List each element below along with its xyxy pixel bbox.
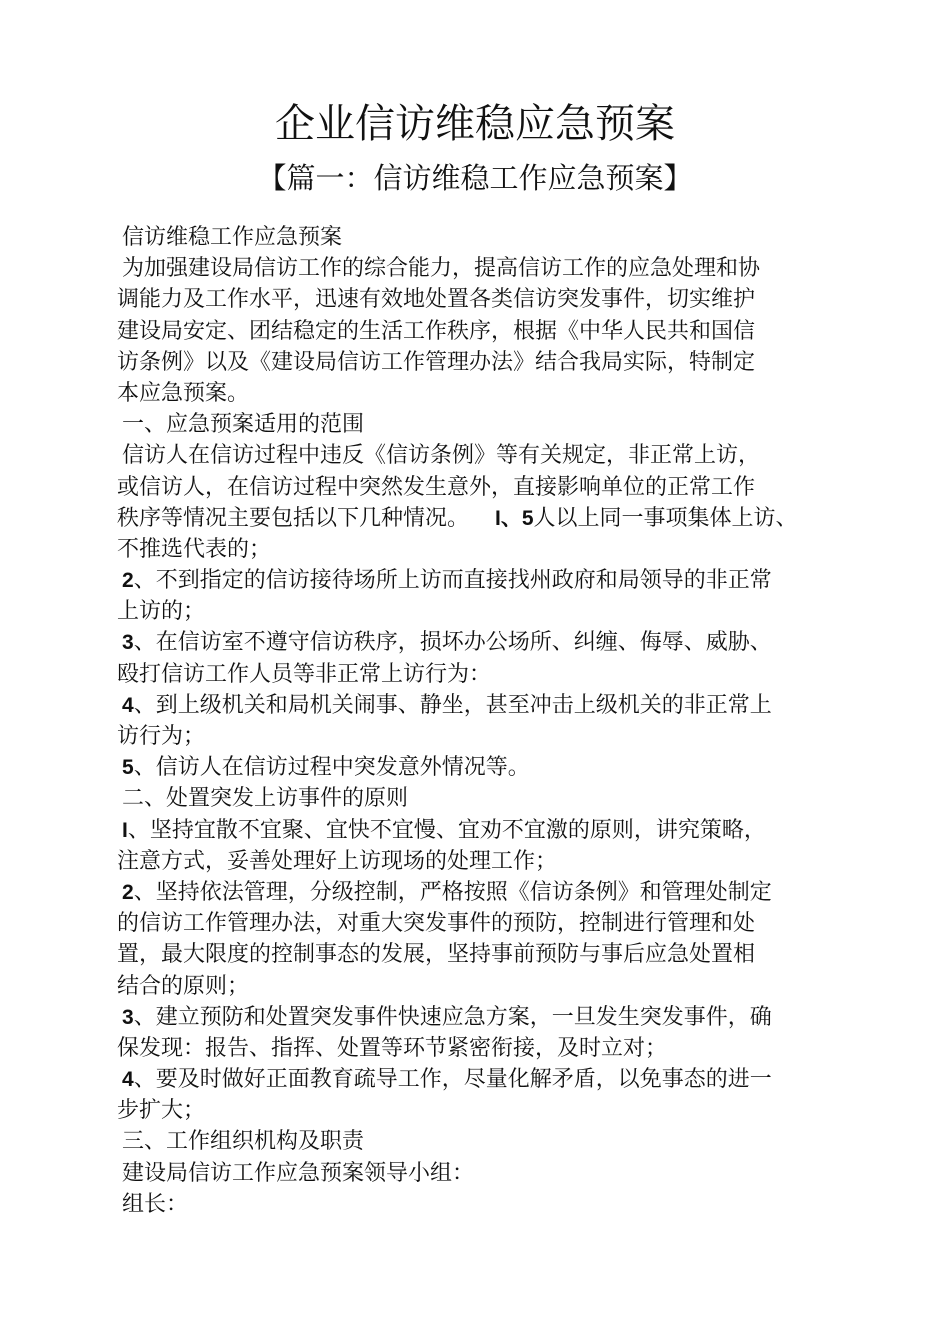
line-text: 二、处置突发上访事件的原则 [122,786,409,812]
line-text: 殴打信访工作人员等非正常上访行为： [117,661,492,687]
paragraph-line [117,1095,877,1126]
paragraph-line [117,378,877,409]
list-number: I [122,818,128,842]
paragraph-line [117,783,877,814]
paragraph-line [117,347,877,378]
line-text: 秩序等情况主要包括以下几种情况。 [117,505,470,531]
list-number: I、5 [495,506,534,530]
paragraph-line [117,908,877,939]
line-text: 访条例》以及《建设局信访工作管理办法》结合我局实际，特制定 [117,349,756,375]
line-text: 结合的原则； [117,973,250,999]
line-text: 信访维稳工作应急预案 [122,225,343,250]
line-text: 步扩大； [117,1098,206,1124]
line-text: 、建立预防和处置突发事件快速应急方案，一旦发生突发事件，确 [133,1004,772,1030]
paragraph-line [117,971,877,1002]
paragraph-line [117,222,877,253]
paragraph-line [117,253,877,284]
line-text: 调能力及工作水平，迅速有效地处置各类信访突发事件，切实维护 [117,287,756,313]
paragraph-line [117,596,877,627]
line-text: 的信访工作管理办法，对重大突发事件的预防，控制进行管理和处 [117,911,756,937]
line-text: 上访的； [117,599,206,625]
paragraph-line [117,534,877,565]
paragraph-line [117,1189,877,1220]
line-text: 、坚持依法管理，分级控制，严格按照《信访条例》和管理处制定 [133,879,772,905]
paragraph-line [117,284,877,315]
paragraph-line [117,721,877,752]
line-text: 、不到指定的信访接待场所上访而直接找州政府和局领导的非正常 [133,568,772,594]
paragraph-line [117,1158,877,1189]
list-number: 3 [122,631,134,655]
line-text: 或信访人，在信访过程中突然发生意外，直接影响单位的正常工作 [117,474,756,500]
line-text: 组长： [122,1191,189,1217]
list-number: 4 [122,693,134,717]
line-text: 、要及时做好正面教育疏导工作，尽量化解矛盾，以免事态的进一 [133,1067,772,1093]
line-text: 、坚持宜散不宜聚、宜快不宜慢、宜劝不宜激的原则，讲究策略， [127,817,766,843]
document-body [117,222,877,1220]
list-number: 5 [122,756,134,780]
list-number: 3 [122,1005,134,1029]
paragraph-line [117,627,877,658]
line-text: 、到上级机关和局机关闹事、静坐，甚至冲击上级机关的非正常上 [133,692,772,718]
line-text: 保发现：报告、指挥、处置等环节紧密衔接，及时立对； [117,1035,668,1061]
line-text: 为加强建设局信访工作的综合能力，提高信访工作的应急处理和协 [122,256,761,282]
paragraph-line [117,565,877,596]
paragraph-line [117,1126,877,1157]
list-number: 4 [122,1068,134,1092]
line-text: 访行为； [117,724,206,749]
paragraph-line [117,752,877,783]
paragraph-line [117,690,877,721]
paragraph-line [117,1002,877,1033]
paragraph-line [117,1033,877,1064]
list-number: 2 [122,569,134,593]
document-title: 企业信访维稳应急预案 [275,101,675,147]
line-text: 信访人在信访过程中违反《信访条例》等有关规定，非正常上访， [122,443,761,469]
list-number: 2 [122,880,134,904]
paragraph-line [117,440,877,471]
paragraph-line [117,503,877,534]
line-text: 、信访人在信访过程中突发意外情况等。 [133,755,530,781]
paragraph-line [117,815,877,846]
paragraph-line [117,316,877,347]
paragraph-line [117,1064,877,1095]
document-subtitle: 【篇一：信访维稳工作应急预案】 [257,161,693,195]
line-text: 本应急预案。 [117,380,250,406]
paragraph-line [117,939,877,970]
paragraph-line [117,846,877,877]
line-text: 注意方式，妥善处理好上访现场的处理工作； [117,848,558,874]
line-text: 一、应急预案适用的范围 [122,412,365,438]
paragraph-line [117,659,877,690]
line-text: 人以上同一事项集体上访、 [533,505,798,531]
line-text: 、在信访室不遵守信访秩序，损坏办公场所、纠缠、侮辱、威胁、 [133,630,772,656]
paragraph-line [117,409,877,440]
line-text: 置，最大限度的控制事态的发展，坚持事前预防与事后应急处置相 [117,942,756,968]
line-text: 三、工作组织机构及职责 [122,1129,365,1155]
line-text: 建设局安定、团结稳定的生活工作秩序，根据《中华人民共和国信 [117,318,756,344]
line-text: 不推选代表的； [117,536,272,562]
paragraph-line [117,877,877,908]
line-text: 建设局信访工作应急预案领导小组： [122,1160,475,1186]
paragraph-line [117,472,877,503]
